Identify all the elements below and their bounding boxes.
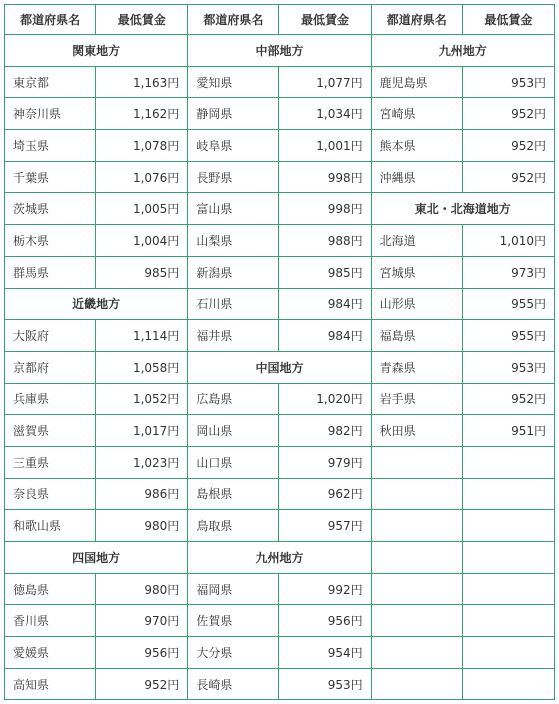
minimum-wage-value: 984円 [279, 320, 371, 352]
empty-cell [371, 637, 462, 669]
empty-cell [462, 542, 554, 574]
prefecture-name: 福岡県 [188, 573, 279, 605]
minimum-wage-value: 998円 [279, 161, 371, 193]
minimum-wage-value: 1,058円 [96, 351, 188, 383]
prefecture-name: 千葉県 [5, 161, 96, 193]
minimum-wage-value: 1,004円 [96, 225, 188, 257]
prefecture-name: 長野県 [188, 161, 279, 193]
region-heading: 中部地方 [188, 35, 371, 67]
prefecture-name: 岡山県 [188, 415, 279, 447]
empty-cell [462, 605, 554, 637]
prefecture-name: 茨城県 [5, 193, 96, 225]
minimum-wage-value: 953円 [279, 668, 371, 700]
table-row [5, 605, 555, 637]
minimum-wage-value: 1,023円 [96, 446, 188, 478]
prefecture-name: 宮城県 [371, 256, 462, 288]
prefecture-name: 熊本県 [371, 130, 462, 162]
minimum-wage-value: 1,017円 [96, 415, 188, 447]
prefecture-name: 新潟県 [188, 256, 279, 288]
prefecture-name: 沖縄県 [371, 161, 462, 193]
prefecture-name: 愛知県 [188, 66, 279, 98]
minimum-wage-value: 955円 [462, 288, 554, 320]
empty-cell [371, 478, 462, 510]
prefecture-name: 栃木県 [5, 225, 96, 257]
minimum-wage-table [4, 4, 555, 700]
table-row [5, 637, 555, 669]
header-wage: 最低賃金 [279, 5, 371, 35]
empty-cell [371, 542, 462, 574]
table-row [5, 256, 555, 288]
minimum-wage-value: 998円 [279, 193, 371, 225]
minimum-wage-value: 952円 [462, 98, 554, 130]
minimum-wage-value: 956円 [96, 637, 188, 669]
header-wage: 最低賃金 [462, 5, 554, 35]
minimum-wage-value: 985円 [96, 256, 188, 288]
table-row [5, 35, 555, 67]
prefecture-name: 大阪府 [5, 320, 96, 352]
prefecture-name: 秋田県 [371, 415, 462, 447]
prefecture-name: 山口県 [188, 446, 279, 478]
minimum-wage-value: 1,052円 [96, 383, 188, 415]
empty-cell [462, 668, 554, 700]
minimum-wage-value: 984円 [279, 288, 371, 320]
empty-cell [462, 446, 554, 478]
minimum-wage-value: 952円 [462, 383, 554, 415]
region-heading: 九州地方 [371, 35, 554, 67]
minimum-wage-value: 957円 [279, 510, 371, 542]
prefecture-name: 神奈川県 [5, 98, 96, 130]
minimum-wage-value: 954円 [279, 637, 371, 669]
region-heading: 東北・北海道地方 [371, 193, 554, 225]
minimum-wage-value: 952円 [462, 130, 554, 162]
prefecture-name: 山梨県 [188, 225, 279, 257]
header-prefecture: 都道府県名 [5, 5, 96, 35]
table-row [5, 383, 555, 415]
prefecture-name: 和歌山県 [5, 510, 96, 542]
table-row [5, 415, 555, 447]
table-row [5, 351, 555, 383]
table-row [5, 446, 555, 478]
prefecture-name: 鳥取県 [188, 510, 279, 542]
prefecture-name: 徳島県 [5, 573, 96, 605]
table-header-row [5, 5, 555, 35]
minimum-wage-value: 1,077円 [279, 66, 371, 98]
prefecture-name: 山形県 [371, 288, 462, 320]
prefecture-name: 高知県 [5, 668, 96, 700]
prefecture-name: 静岡県 [188, 98, 279, 130]
minimum-wage-value: 951円 [462, 415, 554, 447]
table-row [5, 668, 555, 700]
table-row [5, 510, 555, 542]
empty-cell [462, 478, 554, 510]
minimum-wage-value: 1,001円 [279, 130, 371, 162]
table-row [5, 225, 555, 257]
minimum-wage-value: 980円 [96, 510, 188, 542]
region-heading: 近畿地方 [5, 288, 188, 320]
minimum-wage-value: 988円 [279, 225, 371, 257]
prefecture-name: 大分県 [188, 637, 279, 669]
empty-cell [371, 668, 462, 700]
prefecture-name: 滋賀県 [5, 415, 96, 447]
minimum-wage-value: 1,076円 [96, 161, 188, 193]
minimum-wage-value: 1,010円 [462, 225, 554, 257]
minimum-wage-value: 985円 [279, 256, 371, 288]
minimum-wage-value: 982円 [279, 415, 371, 447]
prefecture-name: 岐阜県 [188, 130, 279, 162]
minimum-wage-value: 1,034円 [279, 98, 371, 130]
empty-cell [371, 605, 462, 637]
prefecture-name: 青森県 [371, 351, 462, 383]
region-heading: 中国地方 [188, 351, 371, 383]
minimum-wage-value: 970円 [96, 605, 188, 637]
minimum-wage-value: 1,005円 [96, 193, 188, 225]
prefecture-name: 奈良県 [5, 478, 96, 510]
minimum-wage-value: 980円 [96, 573, 188, 605]
prefecture-name: 鹿児島県 [371, 66, 462, 98]
minimum-wage-value: 952円 [462, 161, 554, 193]
table-row [5, 98, 555, 130]
region-heading: 関東地方 [5, 35, 188, 67]
minimum-wage-value: 955円 [462, 320, 554, 352]
table-row [5, 130, 555, 162]
minimum-wage-value: 992円 [279, 573, 371, 605]
table-row [5, 573, 555, 605]
minimum-wage-value: 1,020円 [279, 383, 371, 415]
minimum-wage-value: 956円 [279, 605, 371, 637]
minimum-wage-value: 1,163円 [96, 66, 188, 98]
table-row [5, 288, 555, 320]
prefecture-name: 三重県 [5, 446, 96, 478]
prefecture-name: 福島県 [371, 320, 462, 352]
minimum-wage-value: 953円 [462, 351, 554, 383]
minimum-wage-value: 953円 [462, 66, 554, 98]
prefecture-name: 香川県 [5, 605, 96, 637]
prefecture-name: 富山県 [188, 193, 279, 225]
prefecture-name: 福井県 [188, 320, 279, 352]
minimum-wage-value: 979円 [279, 446, 371, 478]
header-prefecture: 都道府県名 [188, 5, 279, 35]
empty-cell [462, 573, 554, 605]
empty-cell [462, 510, 554, 542]
prefecture-name: 埼玉県 [5, 130, 96, 162]
header-wage: 最低賃金 [96, 5, 188, 35]
region-heading: 九州地方 [188, 542, 371, 574]
minimum-wage-value: 986円 [96, 478, 188, 510]
minimum-wage-value: 952円 [96, 668, 188, 700]
prefecture-name: 群馬県 [5, 256, 96, 288]
minimum-wage-value: 962円 [279, 478, 371, 510]
prefecture-name: 北海道 [371, 225, 462, 257]
table-row [5, 478, 555, 510]
table-row [5, 193, 555, 225]
prefecture-name: 愛媛県 [5, 637, 96, 669]
empty-cell [462, 637, 554, 669]
empty-cell [371, 573, 462, 605]
table-row [5, 66, 555, 98]
table-body [5, 5, 555, 700]
prefecture-name: 広島県 [188, 383, 279, 415]
prefecture-name: 石川県 [188, 288, 279, 320]
region-heading: 四国地方 [5, 542, 188, 574]
minimum-wage-value: 1,114円 [96, 320, 188, 352]
table-row [5, 320, 555, 352]
prefecture-name: 兵庫県 [5, 383, 96, 415]
prefecture-name: 岩手県 [371, 383, 462, 415]
prefecture-name: 島根県 [188, 478, 279, 510]
prefecture-name: 京都府 [5, 351, 96, 383]
minimum-wage-value: 1,078円 [96, 130, 188, 162]
prefecture-name: 長崎県 [188, 668, 279, 700]
minimum-wage-value: 973円 [462, 256, 554, 288]
minimum-wage-value: 1,162円 [96, 98, 188, 130]
prefecture-name: 東京都 [5, 66, 96, 98]
prefecture-name: 佐賀県 [188, 605, 279, 637]
table-row [5, 161, 555, 193]
header-prefecture: 都道府県名 [371, 5, 462, 35]
prefecture-name: 宮崎県 [371, 98, 462, 130]
empty-cell [371, 510, 462, 542]
empty-cell [371, 446, 462, 478]
table-row [5, 542, 555, 574]
